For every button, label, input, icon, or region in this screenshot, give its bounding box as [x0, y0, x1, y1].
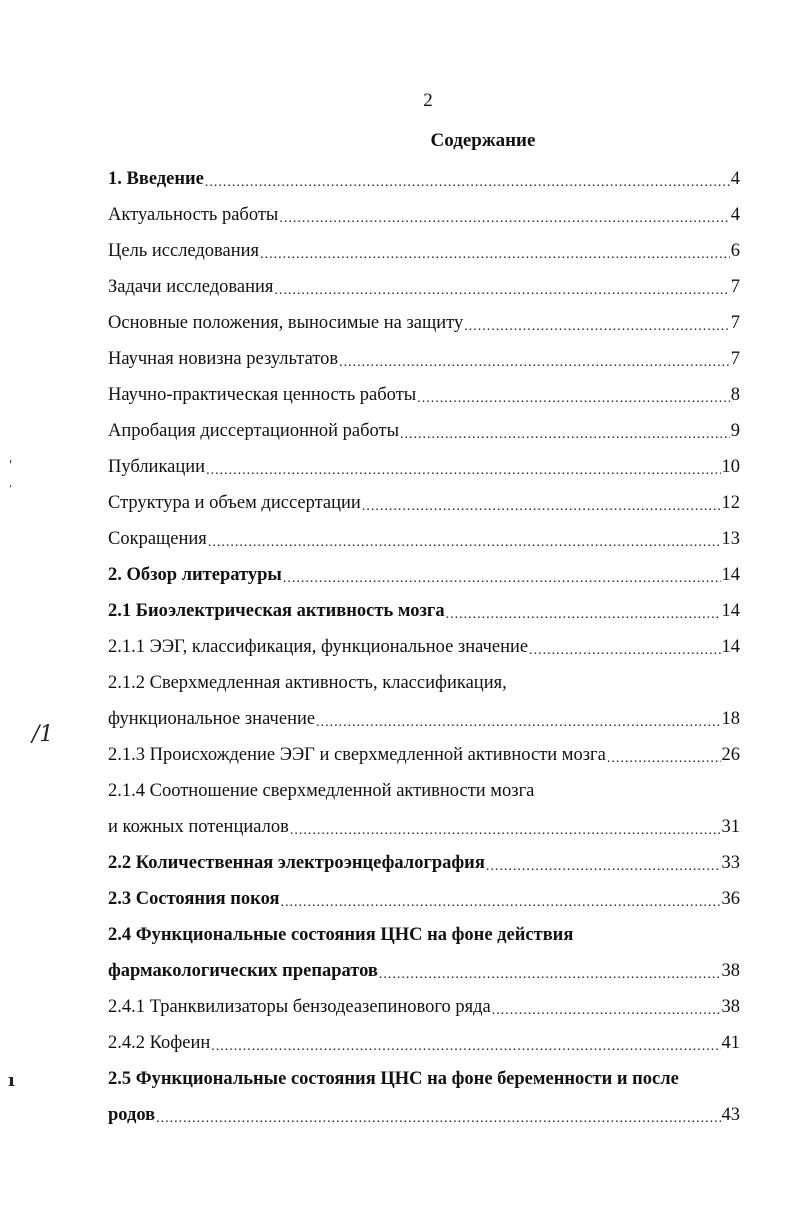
page-title: Содержание: [430, 130, 536, 151]
toc-entry-page: 6: [730, 241, 740, 261]
toc-entry-label: Научно-практическая ценность работы: [108, 385, 417, 405]
margin-mark: /1: [32, 722, 54, 747]
toc-entry-page: 8: [730, 385, 740, 405]
toc-entry-label: 2.3 Состояния покоя: [108, 889, 280, 909]
toc-dot-leader: [205, 168, 730, 190]
toc-entry-label: Структура и объем диссертации: [108, 493, 361, 513]
toc-entry-page: 12: [721, 493, 740, 513]
toc-entry-label: родов: [108, 1105, 156, 1125]
toc-entry-page: 4: [730, 169, 740, 189]
table-of-contents: [108, 160, 740, 1132]
toc-dot-leader: [274, 276, 729, 298]
toc-entry: [108, 952, 740, 988]
toc-entry: [108, 376, 740, 412]
toc-entry: [108, 628, 740, 664]
toc-entry: [108, 484, 740, 520]
toc-entry-page: 14: [721, 565, 740, 585]
toc-dot-leader: [260, 240, 730, 262]
toc-dot-leader: [206, 456, 720, 478]
toc-entry: [108, 1096, 740, 1132]
toc-entry: [108, 844, 740, 880]
toc-entry-label: Научная новизна результатов: [108, 349, 339, 369]
toc-dot-leader: [211, 1032, 720, 1054]
toc-entry-page: 38: [721, 961, 740, 981]
toc-dot-leader: [156, 1104, 720, 1126]
toc-entry-page: 10: [721, 457, 740, 477]
toc-entry-page: 41: [721, 1033, 740, 1053]
toc-entry: [108, 412, 740, 448]
toc-dot-leader: [446, 600, 721, 622]
toc-entry-page: 38: [721, 997, 740, 1017]
toc-entry: [108, 664, 740, 700]
toc-entry-page: 36: [721, 889, 740, 909]
toc-entry-label: Публикации: [108, 457, 206, 477]
toc-entry: [108, 556, 740, 592]
toc-entry-page: 13: [721, 529, 740, 549]
toc-entry-label: 2.4.1 Транквилизаторы бензодеазепинового ряда: [108, 997, 491, 1017]
toc-entry-label: 1. Введение: [108, 169, 204, 189]
toc-dot-leader: [492, 996, 721, 1018]
toc-entry: [108, 196, 740, 232]
toc-entry-label: Актуальность работы: [108, 205, 279, 225]
toc-entry-page: 26: [721, 745, 740, 765]
toc-entry: [108, 700, 740, 736]
toc-dot-leader: [281, 888, 721, 910]
toc-entry-label: 2.4.2 Кофеин: [108, 1033, 211, 1053]
toc-entry-page: 14: [721, 637, 740, 657]
toc-dot-leader: [379, 960, 721, 982]
toc-dot-leader: [339, 348, 730, 370]
toc-entry: [108, 340, 740, 376]
toc-dot-leader: [290, 816, 721, 838]
toc-entry-label: 2.1.3 Происхождение ЭЭГ и сверхмедленной активности мозга: [108, 745, 606, 765]
toc-entry-label: Цель исследования: [108, 241, 260, 261]
toc-entry: [108, 304, 740, 340]
toc-entry-label: Основные положения, выносимые на защиту: [108, 313, 464, 333]
toc-dot-leader: [279, 204, 729, 226]
toc-dot-leader: [362, 492, 721, 514]
toc-entry-page: 7: [730, 349, 740, 369]
toc-entry: [108, 232, 740, 268]
toc-entry-page: 4: [730, 205, 740, 225]
toc-dot-leader: [316, 708, 720, 730]
toc-entry: [108, 808, 740, 844]
toc-entry-label: Апробация диссертационной работы: [108, 421, 400, 441]
toc-entry-page: 31: [721, 817, 740, 837]
toc-entry: [108, 448, 740, 484]
toc-dot-leader: [417, 384, 730, 406]
toc-entry: [108, 880, 740, 916]
toc-entry: [108, 736, 740, 772]
toc-dot-leader: [607, 744, 721, 766]
toc-entry-page: 18: [721, 709, 740, 729]
toc-entry-label: 2.1 Биоэлектрическая активность мозга: [108, 601, 445, 621]
toc-entry-label: Задачи исследования: [108, 277, 274, 297]
toc-entry: [108, 268, 740, 304]
toc-entry-label: 2.1.2 Сверхмедленная активность, классификация,: [108, 673, 507, 693]
margin-mark: ı: [8, 1070, 15, 1091]
toc-entry: [108, 520, 740, 556]
toc-dot-leader: [400, 420, 730, 442]
toc-entry: [108, 1060, 740, 1096]
toc-dot-leader: [208, 528, 721, 550]
toc-entry-label: Сокращения: [108, 529, 207, 549]
margin-mark: ': [9, 458, 13, 472]
toc-dot-leader: [283, 564, 721, 586]
toc-entry: [108, 916, 740, 952]
toc-entry: [108, 1024, 740, 1060]
toc-entry-label: 2. Обзор литературы: [108, 565, 282, 585]
toc-entry: [108, 988, 740, 1024]
toc-entry-page: 43: [721, 1105, 740, 1125]
toc-entry-label: 2.1.1 ЭЭГ, классификация, функциональное значение: [108, 637, 529, 657]
toc-entry-page: 33: [721, 853, 740, 873]
toc-entry: [108, 592, 740, 628]
toc-entry-label: 2.4 Функциональные состояния ЦНС на фоне действия: [108, 925, 574, 945]
toc-dot-leader: [464, 312, 730, 334]
toc-entry-label: фармакологических препаратов: [108, 961, 378, 981]
toc-entry-label: функциональное значение: [108, 709, 316, 729]
page-number: 2: [423, 90, 433, 111]
toc-entry-label: и кожных потенциалов: [108, 817, 289, 837]
toc-dot-leader: [486, 852, 721, 874]
toc-entry-page: 14: [721, 601, 740, 621]
toc-entry: [108, 160, 740, 196]
toc-entry-label: 2.2 Количественная электроэнцефалография: [108, 853, 485, 873]
toc-entry-label: 2.1.4 Соотношение сверхмедленной активности мозга: [108, 781, 535, 801]
toc-entry-label: 2.5 Функциональные состояния ЦНС на фоне беременности и после: [108, 1069, 679, 1089]
toc-entry-page: 7: [730, 277, 740, 297]
toc-dot-leader: [529, 636, 720, 658]
margin-mark: ,: [9, 478, 13, 489]
toc-entry-page: 7: [730, 313, 740, 333]
toc-entry-page: 9: [730, 421, 740, 441]
toc-entry: [108, 772, 740, 808]
